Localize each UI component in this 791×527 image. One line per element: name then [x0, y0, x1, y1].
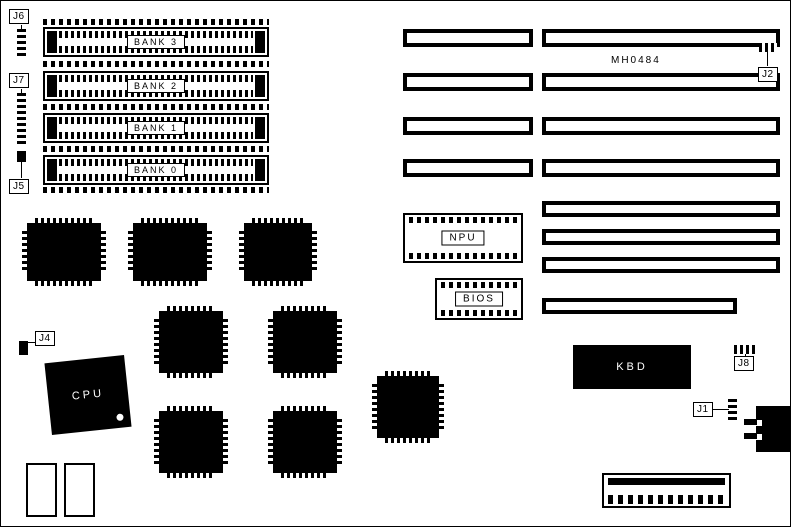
simm-latch-left	[47, 31, 57, 53]
asic-chip-6[interactable]	[159, 411, 223, 473]
simm-latch-left	[47, 159, 57, 181]
connector-label-j5: J5	[9, 179, 29, 194]
bank-label: BANK 2	[127, 79, 185, 93]
simm-rail-1	[43, 61, 269, 67]
chip-pins-bottom	[441, 310, 517, 316]
expansion-slot-8[interactable]	[542, 159, 780, 177]
bank-label: BANK 3	[127, 35, 185, 49]
simm-latch-left	[47, 75, 57, 97]
asic-chip-7[interactable]	[273, 411, 337, 473]
simm-rail-bottom	[43, 187, 269, 193]
expansion-slot-1[interactable]	[403, 29, 533, 47]
npu-socket[interactable]	[403, 213, 523, 263]
chip-pins-top	[441, 282, 517, 288]
simm-socket-bank-3[interactable]	[43, 27, 269, 57]
simm-rail-3	[43, 146, 269, 152]
leader-j2	[767, 52, 768, 66]
header-pins	[608, 495, 725, 504]
asic-chip-4[interactable]	[159, 311, 223, 373]
expansion-slot-12[interactable]	[542, 298, 737, 314]
keyboard-din-connector[interactable]	[756, 406, 790, 452]
asic-chip-2[interactable]	[133, 223, 207, 281]
simm-latch-right	[255, 75, 265, 97]
connector-j2[interactable]	[759, 43, 777, 52]
simm-socket-bank-2[interactable]	[43, 71, 269, 101]
connector-label-j2: J2	[758, 67, 778, 82]
asic-chip-3[interactable]	[244, 223, 312, 281]
connector-label-j7: J7	[9, 73, 29, 88]
header-body	[608, 478, 725, 485]
simm-socket-bank-0[interactable]	[43, 155, 269, 185]
asic-chip-5[interactable]	[273, 311, 337, 373]
cpu-pin1-marker	[116, 413, 124, 421]
expansion-slot-2[interactable]	[542, 29, 780, 47]
leader-j1	[713, 409, 729, 410]
expansion-slot-3[interactable]	[403, 73, 533, 91]
simm-latch-right	[255, 159, 265, 181]
leader-j5	[21, 162, 22, 178]
simm-latch-right	[255, 117, 265, 139]
simm-latch-right	[255, 31, 265, 53]
expansion-slot-9[interactable]	[542, 201, 780, 217]
connector-label-j1: J1	[693, 402, 713, 417]
expansion-slot-6[interactable]	[542, 117, 780, 135]
simm-rail-top	[43, 19, 269, 25]
connector-label-j4: J4	[35, 331, 55, 346]
connector-j1[interactable]	[728, 399, 737, 421]
component-pad-1	[26, 463, 57, 517]
component-pad-2	[64, 463, 95, 517]
connector-label-j6: J6	[9, 9, 29, 24]
kbd-controller[interactable]	[573, 345, 691, 389]
leader-j6	[21, 25, 22, 31]
connector-j8[interactable]	[734, 345, 758, 354]
bank-label: BANK 0	[127, 163, 185, 177]
expansion-slot-10[interactable]	[542, 229, 780, 245]
asic-chip-1[interactable]	[27, 223, 101, 281]
asic-chip-8[interactable]	[377, 376, 439, 438]
connector-j5-pins[interactable]	[17, 151, 26, 162]
simm-socket-bank-1[interactable]	[43, 113, 269, 143]
connector-j4[interactable]	[19, 341, 28, 355]
kbd-label: KBD	[616, 361, 648, 373]
simm-rail-2	[43, 104, 269, 110]
din-pin-1	[744, 419, 757, 425]
leader-j7	[21, 89, 22, 95]
expansion-slot-5[interactable]	[403, 117, 533, 135]
cpu-label: CPU	[71, 387, 105, 403]
cpu-socket[interactable]	[44, 355, 131, 435]
bios-label: BIOS	[455, 292, 503, 307]
connector-j7[interactable]	[17, 93, 26, 145]
npu-label: NPU	[441, 231, 484, 246]
bios-chip[interactable]	[435, 278, 523, 320]
simm-latch-left	[47, 117, 57, 139]
expansion-slot-4[interactable]	[542, 73, 780, 91]
socket-pins-bottom	[409, 253, 517, 259]
board-marking: MH0484	[611, 55, 661, 66]
din-pin-2	[744, 433, 757, 439]
connector-j6[interactable]	[17, 29, 26, 59]
connector-label-j8: J8	[734, 356, 754, 371]
io-header-strip[interactable]	[602, 473, 731, 508]
expansion-slot-11[interactable]	[542, 257, 780, 273]
socket-pins-top	[409, 217, 517, 223]
expansion-slot-7[interactable]	[403, 159, 533, 177]
bank-label: BANK 1	[127, 121, 185, 135]
